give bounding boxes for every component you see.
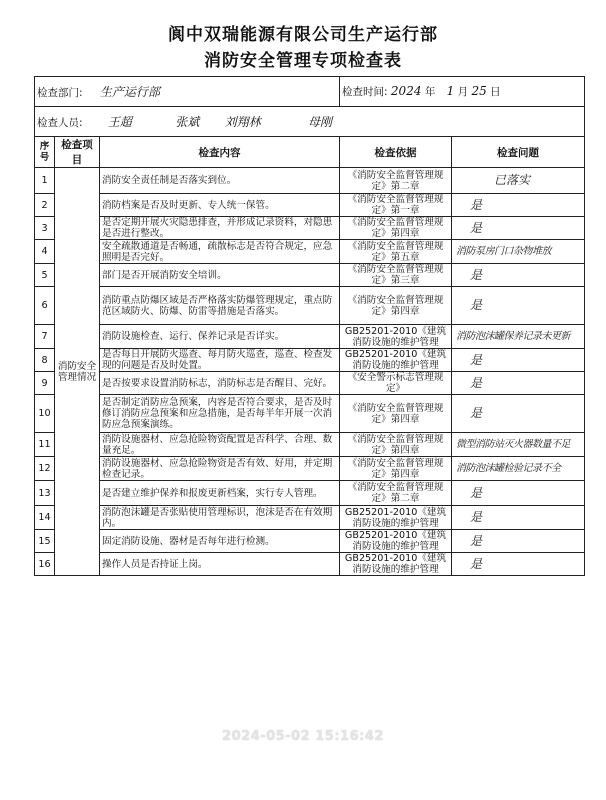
row-issue: 是 bbox=[470, 352, 483, 367]
photo-timestamp: 2024-05-02 15:16:42 bbox=[222, 729, 384, 744]
table-row bbox=[35, 433, 585, 457]
time-year: 2024 bbox=[390, 84, 422, 98]
row-content: 消防泡沫罐是否张贴使用管理标识，泡沫是否在有效期内。 bbox=[100, 506, 340, 530]
inspector-2: 张斌 bbox=[175, 115, 200, 129]
row-basis: 《消防安全监督管理规定》第二章 bbox=[340, 168, 452, 194]
company-title: 阆中双瑞能源有限公司生产运行部 bbox=[168, 25, 438, 45]
people-cell bbox=[35, 107, 585, 137]
row-basis: 《安全警示标志管理规定》 bbox=[340, 372, 452, 395]
row-issue: 是 bbox=[470, 298, 483, 312]
row-number: 14 bbox=[35, 506, 55, 530]
row-number: 1 bbox=[35, 168, 55, 194]
row-content: 是否建立维护保养和报废更新档案，实行专人管理。 bbox=[100, 481, 340, 506]
row-content: 消防安全责任制是否落实到位。 bbox=[100, 168, 340, 194]
dept-label: 检查部门: bbox=[37, 87, 83, 99]
row-number: 4 bbox=[35, 240, 55, 264]
row-issue-cell bbox=[452, 349, 585, 372]
row-basis: GB25201-2010《建筑消防设施的维护管理 bbox=[340, 349, 452, 372]
row-content: 操作人员是否持证上岗。 bbox=[100, 553, 340, 576]
row-issue: 消防泡沫罐检验记录不全 bbox=[456, 463, 561, 474]
inspector-3: 刘翔林 bbox=[224, 115, 261, 129]
table-row bbox=[35, 264, 585, 287]
row-issue: 是 bbox=[470, 510, 483, 524]
row-basis: 《消防安全监督管理规定》第四章 bbox=[340, 457, 452, 481]
table-row bbox=[35, 506, 585, 530]
row-issue-cell bbox=[452, 264, 585, 287]
inspector-1: 王超 bbox=[107, 115, 132, 129]
time-label: 检查时间: bbox=[342, 86, 388, 98]
row-issue: 是 bbox=[470, 533, 483, 548]
people-label: 检查人员: bbox=[37, 117, 83, 129]
row-basis: GB25201-2010《建筑消防设施的维护管理 bbox=[340, 530, 452, 553]
row-issue: 是 bbox=[470, 197, 483, 212]
row-content: 安全疏散通道是否畅通，疏散标志是否符合规定，应急照明是否完好。 bbox=[100, 240, 340, 264]
row-number: 9 bbox=[35, 372, 55, 395]
table-row bbox=[35, 287, 585, 325]
table-row bbox=[35, 194, 585, 217]
row-content: 固定消防设施、器材是否每年进行检测。 bbox=[100, 530, 340, 553]
col-item: 检查项目 bbox=[55, 137, 100, 168]
row-issue-cell bbox=[452, 530, 585, 553]
row-issue: 消防泡沫罐保养记录未更新 bbox=[456, 331, 571, 342]
row-issue-cell bbox=[452, 433, 585, 457]
row-basis: GB25201-2010《建筑消防设施的维护管理 bbox=[340, 506, 452, 530]
rows-body bbox=[35, 168, 585, 576]
row-content: 是否按要求设置消防标志，消防标志是否醒目、完好。 bbox=[100, 372, 340, 395]
row-issue-cell bbox=[452, 506, 585, 530]
table-row bbox=[35, 553, 585, 576]
row-issue: 是 bbox=[470, 485, 483, 500]
row-number: 2 bbox=[35, 194, 55, 217]
col-issue: 检查问题 bbox=[452, 137, 585, 168]
row-issue-cell bbox=[452, 553, 585, 576]
table-row bbox=[35, 395, 585, 433]
row-basis: 《消防安全监督管理规定》第五章 bbox=[340, 240, 452, 264]
inspection-table bbox=[34, 76, 585, 576]
col-seq: 序号 bbox=[35, 137, 55, 168]
form-title: 消防安全管理专项检查表 bbox=[204, 51, 402, 71]
item-group: 消防安全管理情况 bbox=[55, 168, 100, 576]
row-number: 7 bbox=[35, 325, 55, 349]
row-number: 11 bbox=[35, 433, 55, 457]
row-content: 消防设施检查、运行、保养记录是否详实。 bbox=[100, 325, 340, 349]
row-issue-cell bbox=[452, 457, 585, 481]
row-content: 部门是否开展消防安全培训。 bbox=[100, 264, 340, 287]
time-day: 25 bbox=[471, 84, 487, 98]
row-issue: 是 bbox=[470, 375, 483, 390]
row-number: 5 bbox=[35, 264, 55, 287]
table-row bbox=[35, 325, 585, 349]
row-number: 3 bbox=[35, 217, 55, 240]
row-number: 10 bbox=[35, 395, 55, 433]
table-row bbox=[35, 372, 585, 395]
row-issue-cell bbox=[452, 240, 585, 264]
table-row bbox=[35, 530, 585, 553]
row-content: 消防重点防爆区域是否严格落实防爆管理规定，重点防范区域防火、防爆、防雷等措施是否落实。 bbox=[100, 287, 340, 325]
row-content: 消防设施器材、应急抢险物资是否有效、好用，并定期检查记录。 bbox=[100, 457, 340, 481]
table-row bbox=[35, 481, 585, 506]
col-basis: 检查依据 bbox=[340, 137, 452, 168]
row-content: 消防设施器材、应急抢险物资配置是否科学、合理、数量充足。 bbox=[100, 433, 340, 457]
time-cell: 检查时间: 2024 年 1 月 25 日 bbox=[340, 77, 585, 107]
row-issue-cell bbox=[452, 287, 585, 325]
row-basis: 《消防安全监督管理规定》第二章 bbox=[340, 481, 452, 506]
row-number: 13 bbox=[35, 481, 55, 506]
row-issue-cell bbox=[452, 481, 585, 506]
row-issue-cell bbox=[452, 395, 585, 433]
time-month: 1 bbox=[446, 84, 455, 98]
row-number: 8 bbox=[35, 349, 55, 372]
row-issue-cell bbox=[452, 217, 585, 240]
table-row bbox=[35, 217, 585, 240]
table-row bbox=[35, 240, 585, 264]
row-issue-cell bbox=[452, 372, 585, 395]
row-content: 是否每日开展防火巡查、每月防火巡查，巡查、检查发现的问题是否及时处置。 bbox=[100, 349, 340, 372]
table-row bbox=[35, 168, 585, 194]
row-issue: 是 bbox=[470, 220, 483, 235]
row-issue: 微型消防站灭火器数量不足 bbox=[456, 439, 571, 450]
row-issue: 是 bbox=[470, 556, 483, 571]
row-issue-cell bbox=[452, 325, 585, 349]
row-issue: 是 bbox=[470, 406, 483, 420]
dept-value: 生产运行部 bbox=[99, 85, 160, 99]
row-basis: GB25201-2010《建筑消防设施的维护管理 bbox=[340, 325, 452, 349]
row-basis: 《消防安全监督管理规定》第四章 bbox=[340, 433, 452, 457]
inspector-4: 母刚 bbox=[307, 115, 332, 129]
row-number: 12 bbox=[35, 457, 55, 481]
row-number: 16 bbox=[35, 553, 55, 576]
dept-cell bbox=[35, 77, 340, 107]
row-basis: 《消防安全监督管理规定》第四章 bbox=[340, 395, 452, 433]
table-row bbox=[35, 349, 585, 372]
row-content: 是否制定消防应急预案，内容是否符合要求，是否及时修订消防应急预案和应急措施，是否每半年开展一次消防应急预案演练。 bbox=[100, 395, 340, 433]
row-basis: 《消防安全监督管理规定》第三章 bbox=[340, 264, 452, 287]
row-issue: 已落实 bbox=[494, 173, 531, 187]
row-basis: 《消防安全监督管理规定》第一章 bbox=[340, 194, 452, 217]
col-content: 检查内容 bbox=[100, 137, 340, 168]
row-basis: 《消防安全监督管理规定》第四章 bbox=[340, 287, 452, 325]
row-number: 6 bbox=[35, 287, 55, 325]
row-number: 15 bbox=[35, 530, 55, 553]
row-issue: 消防泵房门口杂物堆放 bbox=[456, 246, 552, 257]
row-content: 消防档案是否及时更新、专人统一保管。 bbox=[100, 194, 340, 217]
row-issue-cell bbox=[452, 194, 585, 217]
row-basis: GB25201-2010《建筑消防设施的维护管理 bbox=[340, 553, 452, 576]
table-row bbox=[35, 457, 585, 481]
row-issue-cell bbox=[452, 168, 585, 194]
row-basis: 《消防安全监督管理规定》第四章 bbox=[340, 217, 452, 240]
row-content: 是否定期开展火灾隐患排查，并形成记录资料，对隐患是否进行整改。 bbox=[100, 217, 340, 240]
row-issue: 是 bbox=[470, 267, 483, 282]
